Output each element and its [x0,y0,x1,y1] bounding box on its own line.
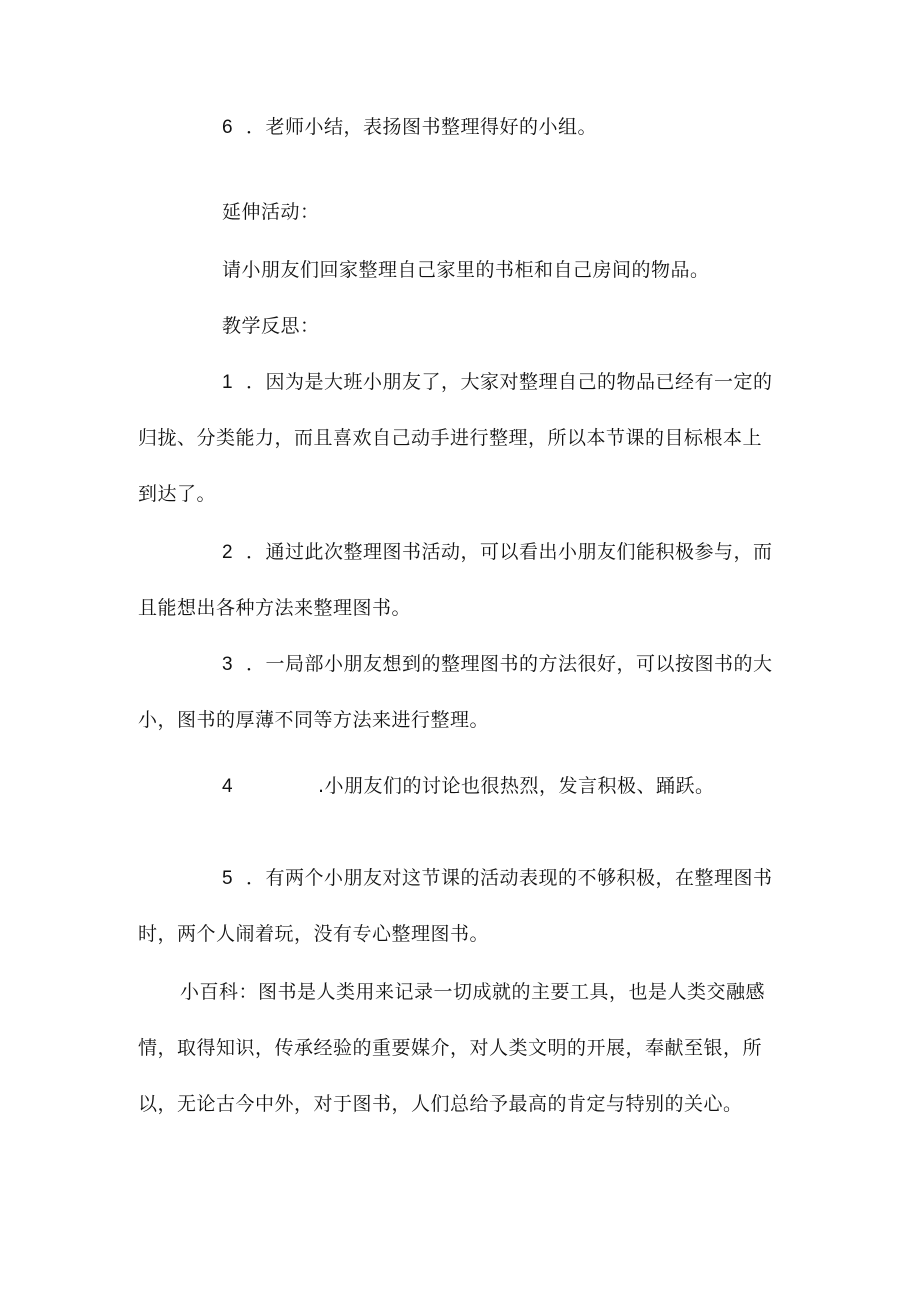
encyclopedia-line-2: 情，取得知识，传承经验的重要媒介，对人类文明的开展，奉献至银，所 [138,1037,763,1059]
reflection-2-number: 2 [222,542,234,563]
encyclopedia-line-1: 小百科：图书是人类用来记录一切成就的主要工具，也是人类交融感 [180,981,766,1003]
reflection-1-line-1: 1 ．因为是大班小朋友了，大家对整理自己的物品已经有一定的 [222,371,773,393]
item-6-number: 6 [222,117,234,138]
reflection-1-number: 1 [222,372,234,393]
reflection-3-line-1: 3 ．一局部小朋友想到的整理图书的方法很好，可以按图书的大 [222,653,773,675]
reflection-5-line-2: 时，两个人闹着玩，没有专心整理图书。 [138,923,490,945]
reflection-4-line-1: 4 .小朋友们的讨论也很热烈，发言积极、踊跃。 [222,775,715,797]
extension-text: 请小朋友们回家整理自己家里的书柜和自己房间的物品。 [222,259,710,281]
reflection-1-line-3: 到达了。 [138,483,217,505]
extension-heading: 延伸活动： [222,201,320,223]
item-6-text: ．老师小结，表扬图书整理得好的小组。 [246,116,598,138]
reflection-3-number: 3 [222,654,234,675]
reflection-2-line-1: 2 ．通过此次整理图书活动，可以看出小朋友们能积极参与，而 [222,541,773,563]
reflection-3-line-2: 小，图书的厚薄不同等方法来进行整理。 [138,709,490,731]
item-6 [222,115,597,140]
reflection-1-line-2: 归拢、分类能力，而且喜欢自己动手进行整理，所以本节课的目标根本上 [138,427,763,449]
reflection-4-number: 4 [222,776,234,797]
reflection-5-number: 5 [222,868,234,889]
reflection-2-line-2: 且能想出各种方法来整理图书。 [138,597,412,619]
encyclopedia-line-3: 以，无论古今中外，对于图书，人们总给予最高的肯定与特别的关心。 [138,1093,743,1115]
reflection-heading: 教学反思： [222,315,320,337]
reflection-5-line-1: 5 ．有两个小朋友对这节课的活动表现的不够积极，在整理图书 [222,867,773,889]
